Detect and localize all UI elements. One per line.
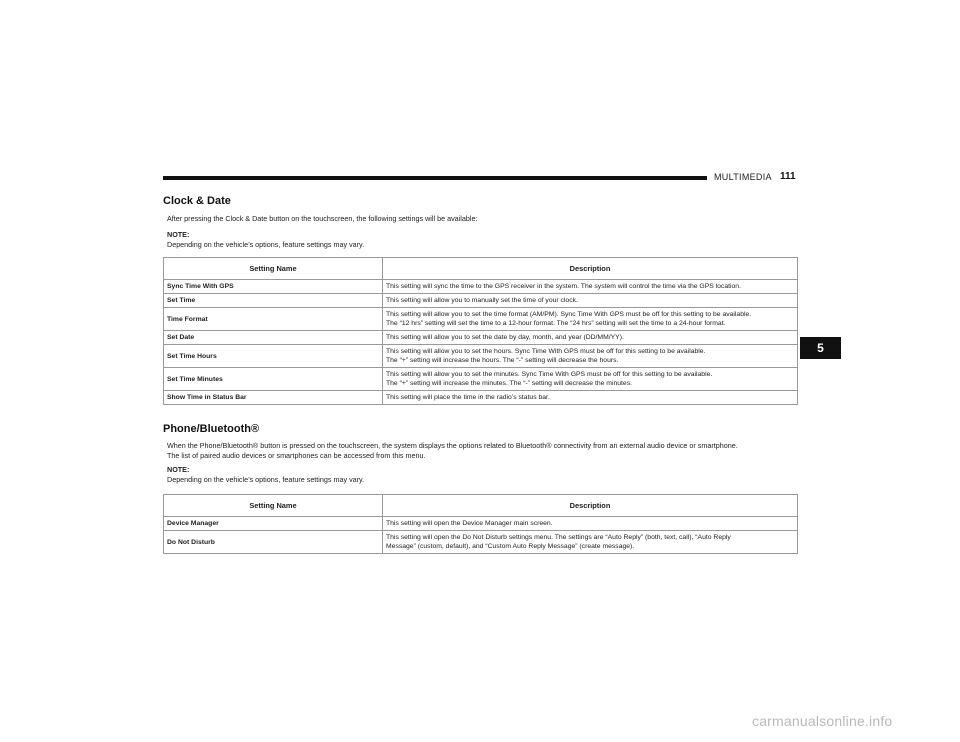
setting-description-cell — [383, 294, 798, 308]
description-line: This setting will allow you to set the minutes. Sync Time With GPS must be off for this setting to be available. — [386, 371, 713, 378]
description-line: This setting will allow you to set the date by day, month, and year (DD/MM/YY). — [386, 334, 624, 341]
column-header-setting-name: Setting Name — [164, 258, 383, 280]
note-label: NOTE: — [167, 465, 190, 474]
setting-description-cell — [383, 517, 798, 531]
table-row — [164, 368, 798, 391]
table-row — [164, 531, 798, 554]
intro-line: The list of paired audio devices or smartphones can be accessed from this menu. — [167, 451, 426, 460]
table-row — [164, 391, 798, 405]
description-line: Message” (custom, default), and “Custom Auto Reply Message” (create message). — [386, 543, 635, 550]
header-rule — [163, 176, 707, 180]
setting-name-cell: Device Manager — [164, 517, 383, 531]
phone-bluetooth-settings-table — [163, 494, 798, 554]
note-text: Depending on the vehicle’s options, feature settings may vary. — [167, 240, 365, 249]
column-header-setting-name: Setting Name — [164, 495, 383, 517]
table-row — [164, 294, 798, 308]
description-line: This setting will allow you to manually set the time of your clock. — [386, 297, 578, 304]
setting-name-cell: Do Not Disturb — [164, 531, 383, 554]
intro-line: When the Phone/Bluetooth® button is pressed on the touchscreen, the system displays the options related to Bluetooth® connectivity from an external audio device or smartphone. — [167, 441, 738, 450]
description-line: The “12 hrs” setting will set the time to a 12-hour format. The “24 hrs” setting will set the time to a 24-hour format. — [386, 320, 726, 327]
description-line: The “+” setting will increase the minutes. The “-” setting will decrease the minutes. — [386, 380, 632, 387]
clock-date-note — [167, 230, 797, 250]
description-line: This setting will open the Do Not Disturb settings menu. The settings are “Auto Reply” (both, text, call), “Auto Reply — [386, 534, 731, 541]
setting-name-cell: Set Time — [164, 294, 383, 308]
phone-bluetooth-heading: Phone/Bluetooth® — [163, 423, 260, 435]
setting-description-cell — [383, 368, 798, 391]
setting-description-cell — [383, 391, 798, 405]
table-row — [164, 280, 798, 294]
setting-name-cell: Set Date — [164, 331, 383, 345]
chapter-tab: 5 — [800, 337, 841, 359]
description-line: This setting will sync the time to the GPS receiver in the system. The system will control the time via the GPS location. — [386, 283, 741, 290]
note-text: Depending on the vehicle’s options, feature settings may vary. — [167, 475, 365, 484]
note-label: NOTE: — [167, 230, 190, 239]
description-line: This setting will allow you to set the time format (AM/PM). Sync Time With GPS must be off for this setting to be available. — [386, 311, 752, 318]
setting-description-cell — [383, 280, 798, 294]
setting-name-cell: Set Time Hours — [164, 345, 383, 368]
column-header-description: Description — [383, 258, 798, 280]
description-line: This setting will open the Device Manager main screen. — [386, 520, 553, 527]
page-number: 111 — [780, 171, 796, 182]
phone-bluetooth-note — [167, 465, 797, 485]
table-row — [164, 517, 798, 531]
setting-description-cell — [383, 345, 798, 368]
table-row — [164, 331, 798, 345]
watermark: carmanualsonline.info — [752, 713, 893, 729]
setting-name-cell: Sync Time With GPS — [164, 280, 383, 294]
clock-date-intro: After pressing the Clock & Date button on the touchscreen, the following settings will be available: — [167, 214, 478, 223]
description-line: This setting will allow you to set the hours. Sync Time With GPS must be off for this setting to be available. — [386, 348, 706, 355]
description-line: This setting will place the time in the radio’s status bar. — [386, 394, 550, 401]
setting-name-cell: Show Time in Status Bar — [164, 391, 383, 405]
table-header-row — [164, 258, 798, 280]
column-header-description: Description — [383, 495, 798, 517]
running-header-section: MULTIMEDIA — [714, 172, 772, 182]
description-line: The “+” setting will increase the hours. The “-” setting will decrease the hours. — [386, 357, 619, 364]
clock-date-heading: Clock & Date — [163, 195, 231, 207]
setting-description-cell — [383, 531, 798, 554]
clock-date-settings-table — [163, 257, 798, 405]
table-row — [164, 308, 798, 331]
setting-name-cell: Time Format — [164, 308, 383, 331]
setting-description-cell — [383, 308, 798, 331]
setting-description-cell — [383, 331, 798, 345]
phone-bluetooth-intro — [167, 441, 797, 461]
setting-name-cell: Set Time Minutes — [164, 368, 383, 391]
table-header-row — [164, 495, 798, 517]
table-row — [164, 345, 798, 368]
